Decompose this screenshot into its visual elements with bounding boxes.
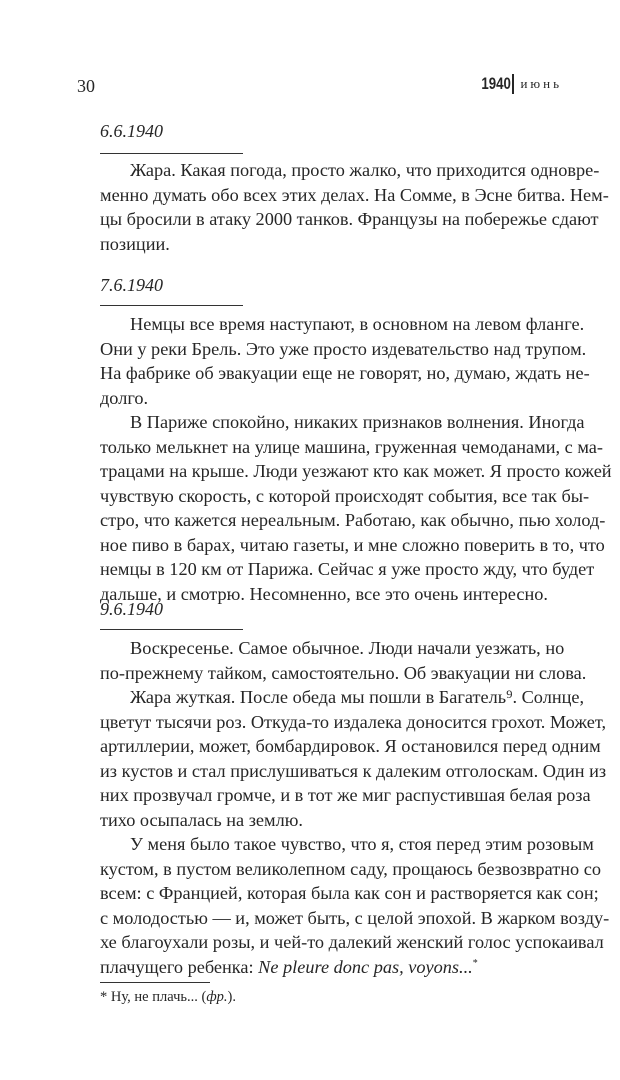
footnote xyxy=(100,989,236,1006)
text-line: с молодостью — и, может быть, с целой эпохой. В жарком возду- xyxy=(100,907,610,928)
closing-line xyxy=(100,955,562,980)
text-line: чувствую скорость, с которой происходят события, все так бы- xyxy=(100,485,590,506)
text-line: Они у реки Брель. Это уже просто издевательство над трупом. xyxy=(100,338,587,359)
entry-date: 7.6.1940 xyxy=(100,275,163,295)
french-quote: Ne pleure donc pas, voyons... xyxy=(258,957,473,977)
text-line: цветут тысячи роз. Откуда-то издалека доносится грохот. Может, xyxy=(100,711,607,732)
footnote-rule xyxy=(100,982,210,983)
text-line: всем: с Францией, которая была как сон и растворяется как сон; xyxy=(100,883,599,903)
text-line: Воскресенье. Самое обычное. Люди начали уезжать, но xyxy=(130,638,565,658)
text-line: цы бросили в атаку 2000 танков. Французы на побережье сдают xyxy=(100,209,599,229)
running-header-year: 1940 xyxy=(480,74,511,93)
text-line: хе благоухали розы, и чей-то далекий женский голос успокаивал xyxy=(100,932,604,952)
date-rule xyxy=(100,305,243,306)
running-header-divider xyxy=(512,74,514,94)
entry-body xyxy=(100,158,609,256)
paragraph xyxy=(100,636,587,685)
text-line: них прозвучал громче, и в тот же миг распустившая белая роза xyxy=(100,785,591,805)
text-line: артиллерии, может, бомбардировок. Я остановился перед одним xyxy=(100,736,601,756)
text-line: В Париже спокойно, никаких признаков волнения. Иногда xyxy=(130,412,585,432)
entry-date: 9.6.1940 xyxy=(100,599,163,619)
text-line: немцы в 120 км от Парижа. Сейчас я уже просто жду, что будет xyxy=(100,559,595,579)
text-line: по-прежнему тайком, самостоятельно. Об эвакуации ни слова. xyxy=(100,662,587,683)
text-line: Жара. Какая погода, просто жалко, что приходится одновре- xyxy=(130,160,600,180)
entry-body xyxy=(100,636,610,955)
text-line: из кустов и стал прислушиваться к далеким отголоскам. Один из xyxy=(100,760,607,781)
text-line: трацами на крыше. Люди уезжают кто как может. Я просто кожей xyxy=(100,461,612,481)
text-line: Жара жуткая. После обеда мы пошли в Багатель⁹. Солнце, xyxy=(130,687,585,707)
paragraph xyxy=(100,832,610,955)
running-header xyxy=(473,74,562,94)
text-line: дальше, и смотрю. Несомненно, все это очень интересно. xyxy=(100,583,548,604)
paragraph xyxy=(100,410,612,606)
paragraph xyxy=(100,312,590,410)
text-line: На фабрике об эвакуации еще не говорят, но, думаю, ждать не- xyxy=(100,363,590,383)
footnote-marker: * xyxy=(100,989,111,1005)
footnote-marker[interactable]: * xyxy=(472,957,478,969)
text-line: стро, что кажется нереальным. Работаю, как обычно, пью холод- xyxy=(100,510,606,530)
paragraph xyxy=(100,158,609,256)
entry-body xyxy=(100,312,612,606)
text-line: У меня было такое чувство, что я, стоя перед этим розовым xyxy=(130,834,594,854)
footnote-lang: фр. xyxy=(206,989,228,1005)
closing-line-text: плачущего ребенка: xyxy=(100,957,259,977)
entry-date: 6.6.1940 xyxy=(100,121,163,141)
text-line: долго. xyxy=(100,387,149,408)
footnote-end: ). xyxy=(227,989,236,1005)
text-line: ное пиво в барах, читаю газеты, и мне сложно поверить в то, что xyxy=(100,534,605,555)
text-line: позиции. xyxy=(100,233,170,254)
paragraph xyxy=(100,685,607,832)
text-line: только мелькнет на улице машина, груженная чемоданами, с ма- xyxy=(100,436,603,457)
text-line: тихо осыпалась на землю. xyxy=(100,809,303,830)
footnote-text: Ну, не плачь... ( xyxy=(110,989,207,1005)
text-line: менно думать обо всех этих делах. На Сомме, в Эсне битва. Нем- xyxy=(100,184,609,205)
running-header-month: июнь xyxy=(520,76,562,91)
text-line: кустом, в пустом великолепном саду, прощаюсь безвозвратно со xyxy=(100,858,601,879)
date-rule xyxy=(100,629,243,630)
date-rule xyxy=(100,153,243,154)
page-number: 30 xyxy=(77,76,95,96)
text-line: Немцы все время наступают, в основном на левом фланге. xyxy=(130,314,585,334)
